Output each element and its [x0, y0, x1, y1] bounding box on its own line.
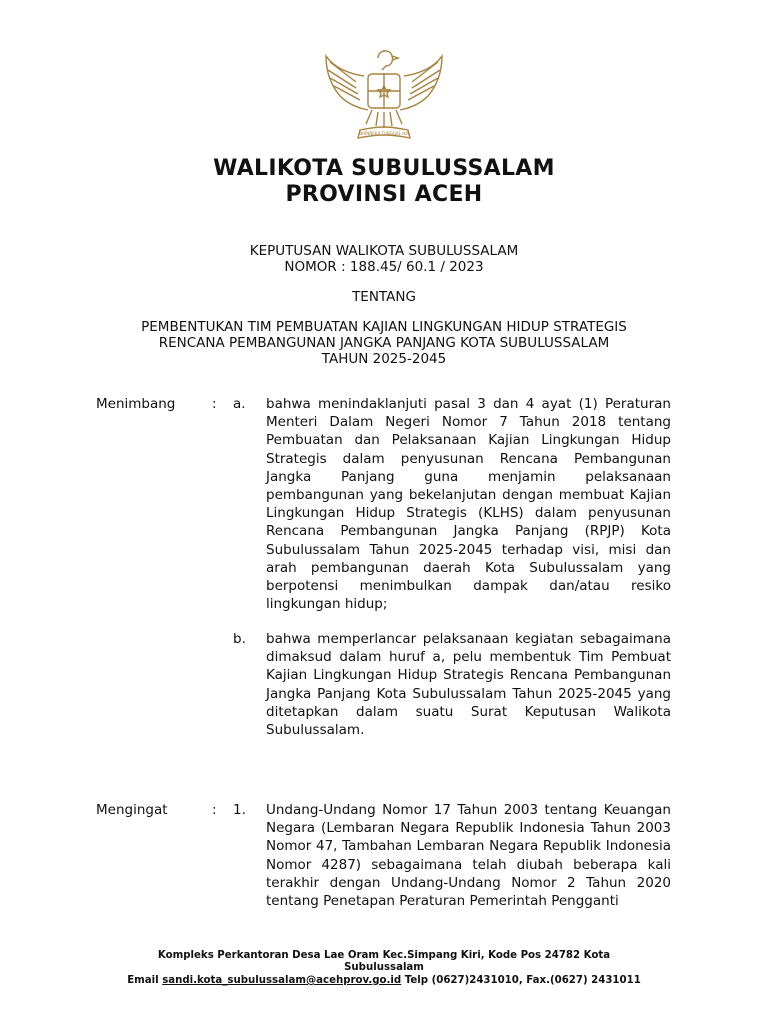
footer-contact-row: [90, 975, 678, 987]
menimbang-label: Menimbang: [96, 396, 176, 412]
decree-subject-line: RENCANA PEMBANGUNAN JANGKA PANJANG KOTA SUBULUSSALAM: [158, 335, 610, 351]
menimbang-colon: :: [212, 396, 217, 412]
footer-line-1: Kompleks Perkantoran Desa Lae Oram Kec.Simpang Kiri, Kode Pos 24782 Kota: [157, 950, 611, 961]
menimbang-item-marker: a.: [233, 396, 246, 412]
garuda-pancasila-emblem-icon: [320, 40, 448, 146]
footer-address: [90, 950, 678, 987]
mengingat-item-text: Undang-Undang Nomor 17 Tahun 2003 tentang Keuangan Negara (Lembaran Negara Republik Indonesia Tahun 2003 Nomor 47, Tambahan Lembaran Negara Republik Indonesia Nomor 4287) sebagaimana telah diubah beberapa kali terakhir dengan Undang-Undang Nomor 2 Tahun 2020 tentang Penetapan Peraturan Pemerintah Pengganti: [266, 802, 671, 910]
decree-subject-line: PEMBENTUKAN TIM PEMBUATAN KAJIAN LINGKUNGAN HIDUP STRATEGIS: [141, 319, 627, 335]
footer-email-link[interactable]: sandi.kota_subulussalam@acehprov.go.id: [162, 974, 402, 986]
mengingat-colon: :: [212, 802, 217, 818]
footer-contact: Telp (0627)2431010, Fax.(0627) 2431011: [404, 974, 641, 986]
footer-email-label: Email: [127, 974, 159, 986]
decree-number: NOMOR : 188.45/ 60.1 / 2023: [284, 259, 484, 275]
header-line-1: WALIKOTA SUBULUSSALAM: [213, 156, 555, 181]
menimbang-item-text: bahwa menindaklanjuti pasal 3 dan 4 ayat (1) Peraturan Menteri Dalam Negeri Nomor 7 Tahun 2018 tentang Pembuatan dan Pelaksanaan Kajian Lingkungan Hidup Strategis dalam penyusunan Rencana Pembangunan Jangka Panjang guna menjamin pelaksanaan pembangunan yang bekelanjutan dengan membuat Kajian Lingkungan Hidup Strategis (KLHS) dalam penyusunan Rencana Pembangunan Jangka Panjang (RPJP) Kota Subulussalam Tahun 2025-2045 terhadap visi, misi dan arah pembangunan daerah Kota Subulussalam yang berpotensi menimbulkan dampak dan/atau resiko lingkungan hidup;: [266, 396, 671, 613]
header-line-2: PROVINSI ACEH: [285, 182, 483, 207]
decree-subject-line: TAHUN 2025-2045: [321, 351, 447, 367]
footer-line-2: Subulussalam: [344, 962, 424, 974]
mengingat-label: Mengingat: [96, 802, 168, 818]
decree-about: TENTANG: [352, 289, 416, 305]
emblem-motto: BHINNEKA TUNGGAL IKA: [359, 131, 409, 136]
menimbang-item-marker: b.: [233, 631, 246, 647]
mengingat-item-marker: 1.: [233, 802, 246, 818]
decree-title: KEPUTUSAN WALIKOTA SUBULUSSALAM: [249, 243, 519, 259]
menimbang-item-text: bahwa memperlancar pelaksanaan kegiatan sebagaimana dimaksud dalam huruf a, pelu membentuk Tim Pembuat Kajian Lingkungan Hidup Strategis Rencana Pembangunan Jangka Panjang Kota Subulussalam Tahun 2025-2045 yang ditetapkan dalam suatu Surat Keputusan Walikota Subulussalam.: [266, 631, 671, 739]
